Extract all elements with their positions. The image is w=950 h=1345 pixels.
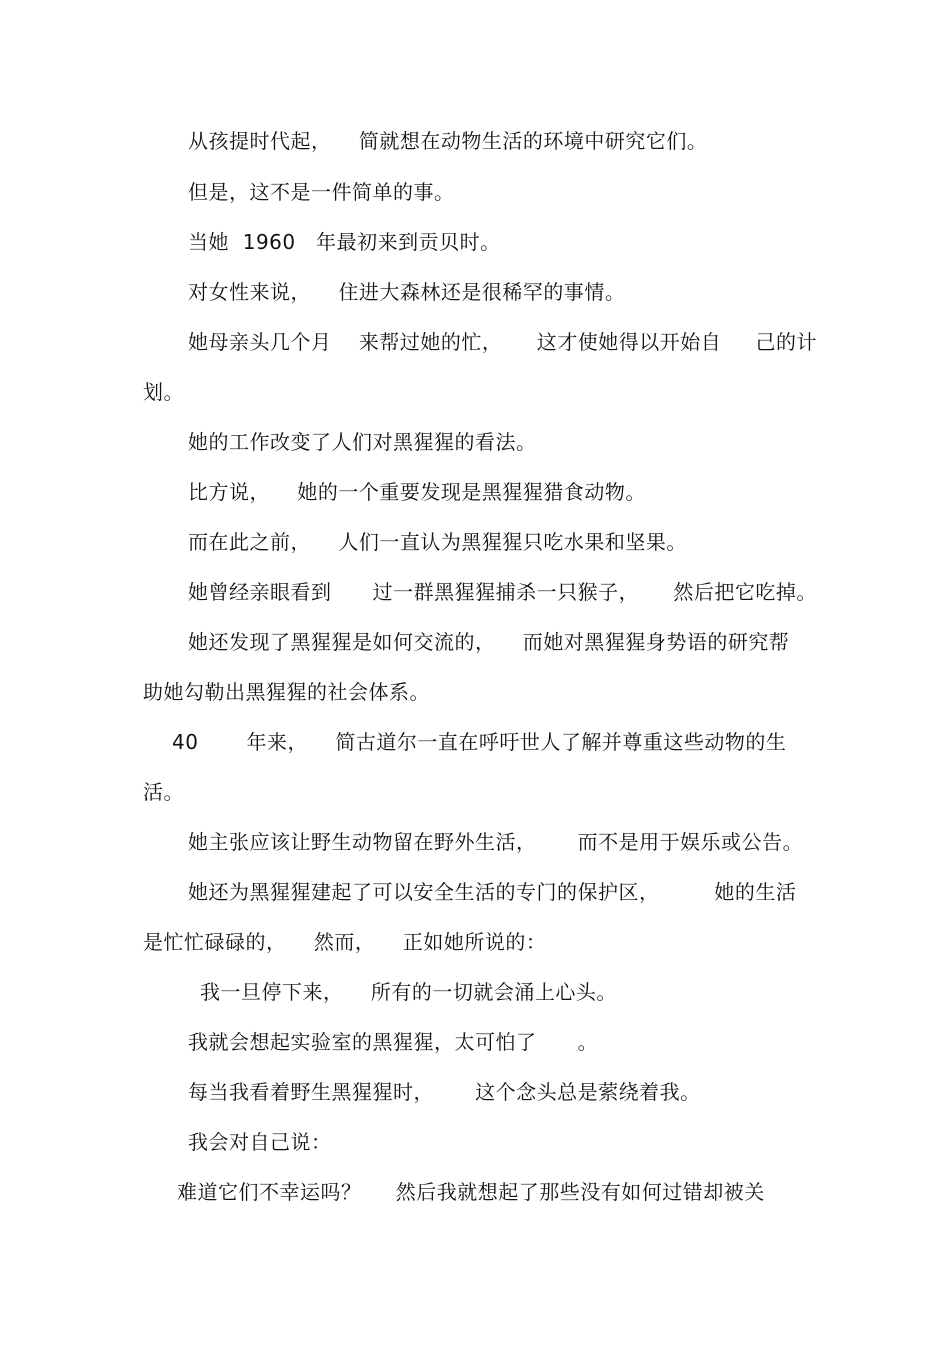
text-line: 从孩提时代起， 简就想在动物生活的环境中研究它们。 bbox=[188, 129, 708, 153]
text-line: 而在此之前， 人们一直认为黑猩猩只吃水果和坚果。 bbox=[188, 530, 687, 554]
text-line: 活。 bbox=[143, 780, 184, 804]
text-line: 她的工作改变了人们对黑猩猩的看法。 bbox=[188, 430, 537, 454]
text-line: 她母亲头几个月 来帮过她的忙， 这才使她得以开始自 己的计 bbox=[188, 330, 818, 354]
text-line: 40 年来， 简古道尔一直在呼吁世人了解并尊重这些动物的生 bbox=[172, 730, 787, 754]
text-line: 当她 1960 年最初来到贡贝时。 bbox=[188, 230, 501, 254]
text-line: 她还为黑猩猩建起了可以安全生活的专门的保护区， 她的生活 bbox=[188, 880, 797, 904]
text-line: 是忙忙碌碌的， 然而， 正如她所说的： bbox=[143, 930, 547, 954]
text-line: 每当我看着野生黑猩猩时， 这个念头总是萦绕着我。 bbox=[188, 1080, 701, 1104]
text-line: 我会对自己说： bbox=[188, 1130, 332, 1154]
text-line: 划。 bbox=[143, 380, 184, 404]
text-line: 助她勾勒出黑猩猩的社会体系。 bbox=[143, 680, 430, 704]
text-line: 她主张应该让野生动物留在野外生活， 而不是用于娱乐或公告。 bbox=[188, 830, 804, 854]
text-line: 但是，这不是一件简单的事。 bbox=[188, 180, 455, 204]
text-line: 她曾经亲眼看到 过一群黑猩猩捕杀一只猴子， 然后把它吃掉。 bbox=[188, 580, 817, 604]
text-line: 我一旦停下来， 所有的一切就会涌上心头。 bbox=[200, 980, 617, 1004]
text-line: 对女性来说， 住进大森林还是很稀罕的事情。 bbox=[188, 280, 626, 304]
text-line: 她还发现了黑猩猩是如何交流的， 而她对黑猩猩身势语的研究帮 bbox=[188, 630, 790, 654]
text-line: 难道它们不幸运吗？ 然后我就想起了那些没有如何过错却被关 bbox=[177, 1180, 765, 1204]
text-line: 我就会想起实验室的黑猩猩，太可怕了 。 bbox=[188, 1030, 599, 1054]
text-line: 比方说， 她的一个重要发现是黑猩猩猎食动物。 bbox=[188, 480, 646, 504]
